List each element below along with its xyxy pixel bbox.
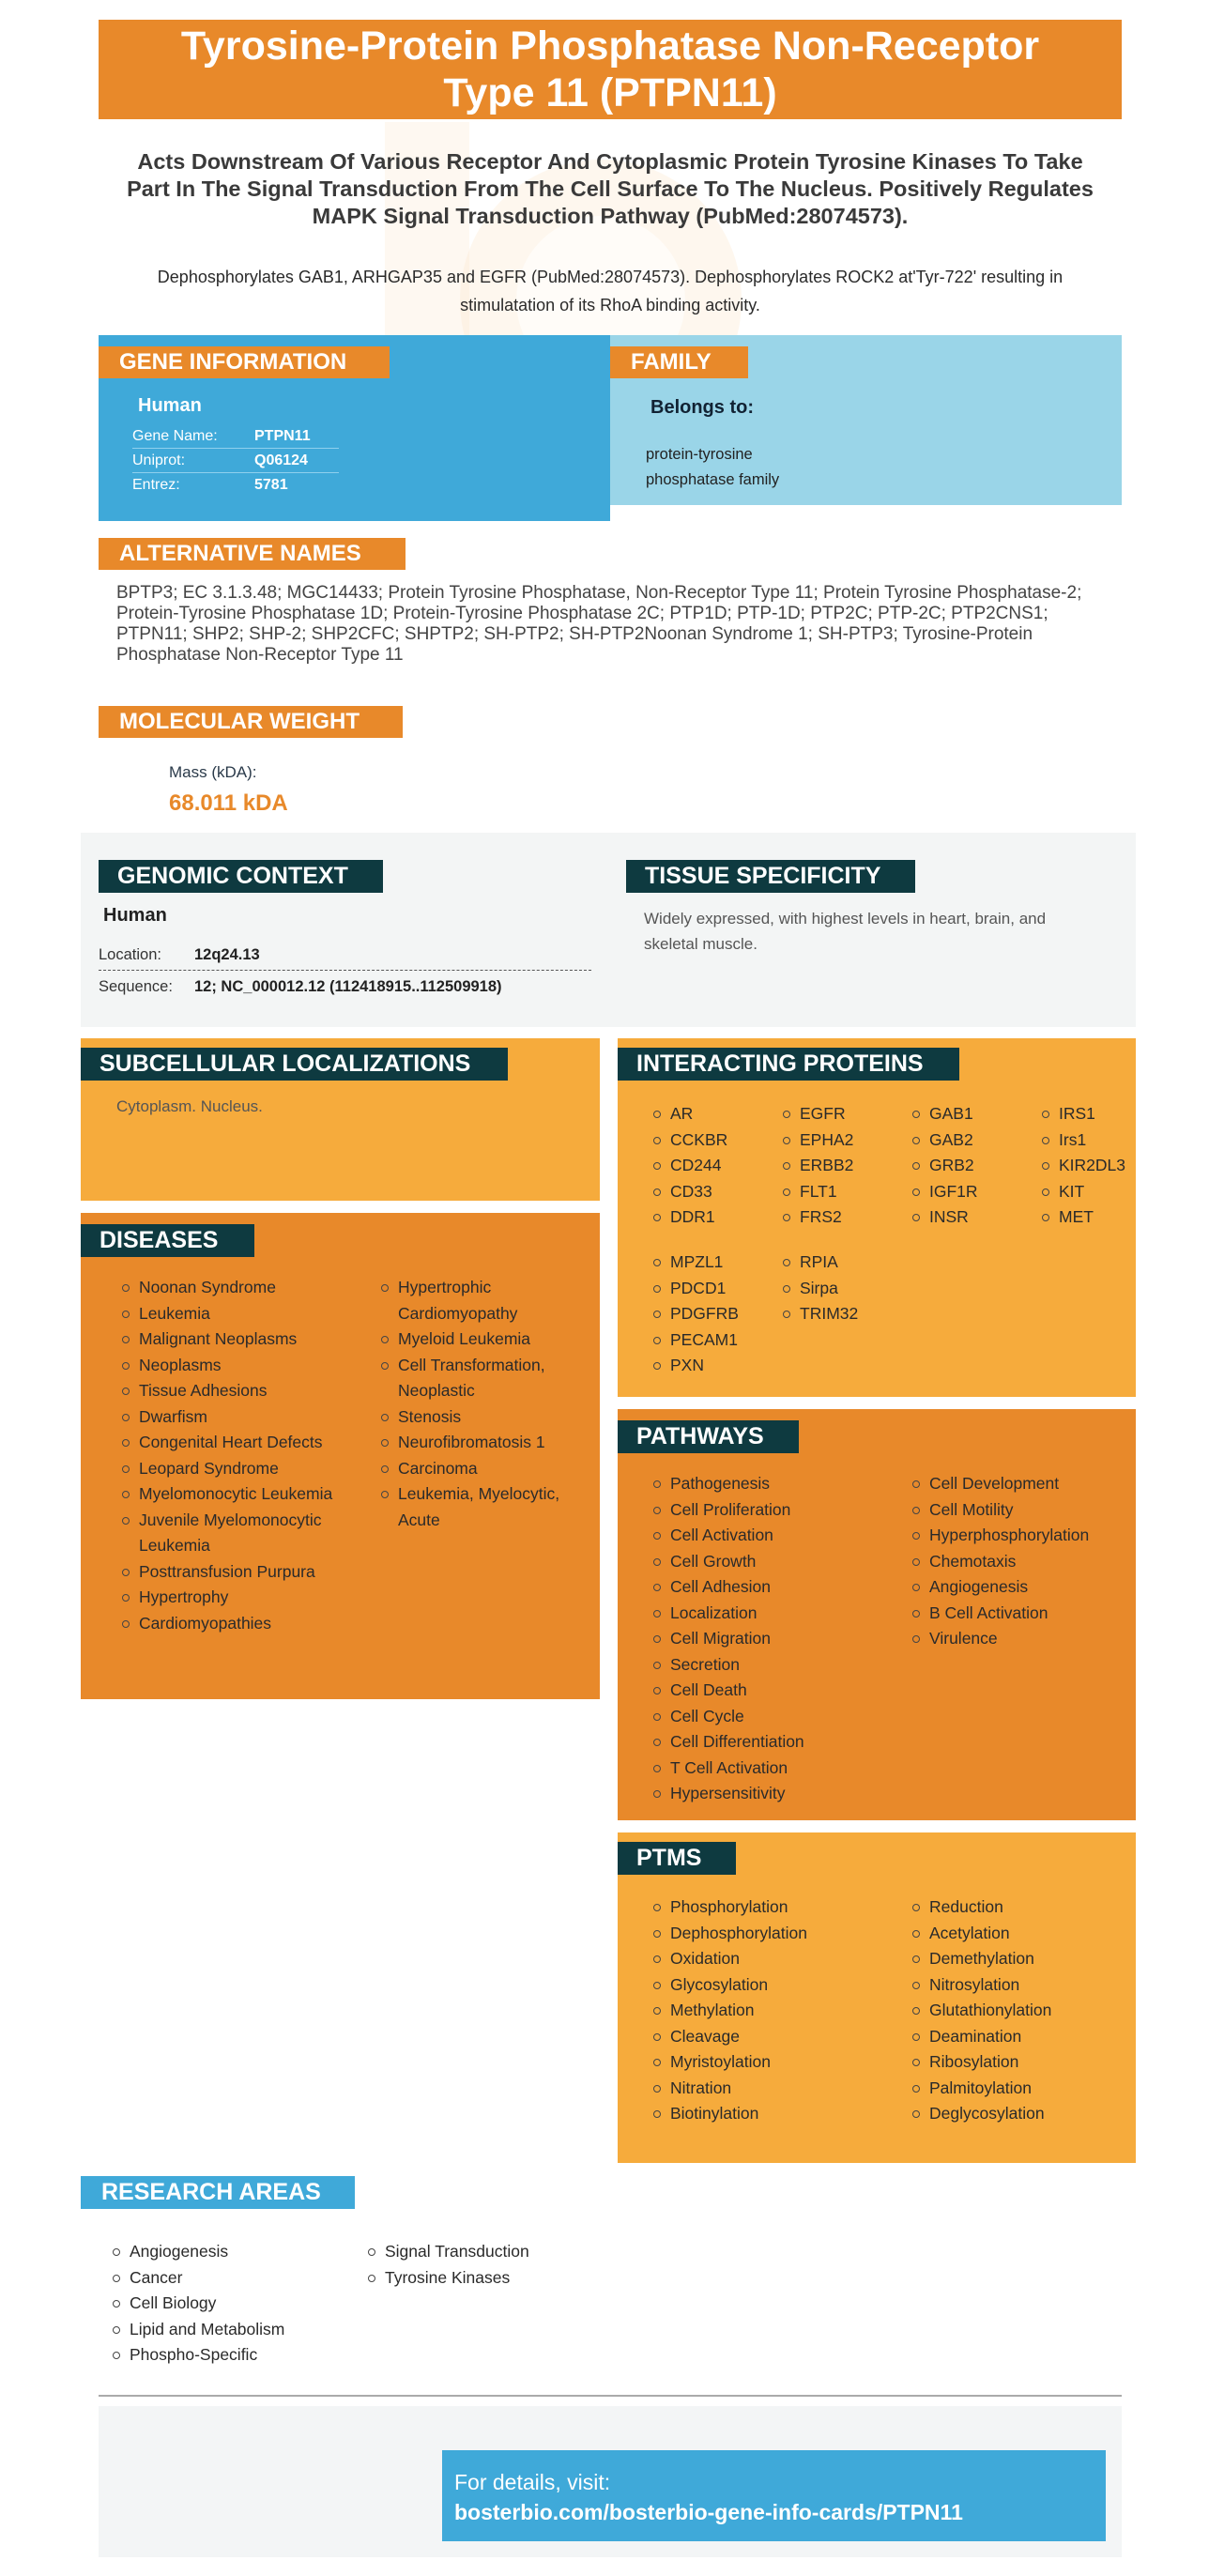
ptm-item: Phosphorylation bbox=[653, 1894, 888, 1921]
protein-item: MET bbox=[1042, 1204, 1125, 1231]
interacting-list-col1 bbox=[653, 1101, 727, 1231]
research-list-col2 bbox=[368, 2239, 603, 2291]
ptms-list-col2 bbox=[912, 1894, 1128, 2127]
disease-item: Juvenile Myelomonocytic Leukemia bbox=[122, 1508, 338, 1559]
uniprot-value: Q06124 bbox=[254, 452, 308, 468]
protein-item: GAB1 bbox=[912, 1101, 978, 1127]
disease-item: Leukemia, Myelocytic, Acute bbox=[381, 1481, 569, 1533]
interacting-list-col3 bbox=[912, 1101, 978, 1231]
interacting-panel bbox=[618, 1038, 1136, 1397]
protein-item: KIR2DL3 bbox=[1042, 1153, 1125, 1179]
protein-item: PDCD1 bbox=[653, 1276, 739, 1302]
location-row bbox=[99, 941, 591, 971]
disease-item: Myelomonocytic Leukemia bbox=[122, 1481, 338, 1508]
protein-item: KIT bbox=[1042, 1179, 1125, 1205]
protein-item: EGFR bbox=[783, 1101, 853, 1127]
protein-item: Irs1 bbox=[1042, 1127, 1125, 1154]
disease-item: Neoplasms bbox=[122, 1353, 338, 1379]
research-heading: RESEARCH AREAS bbox=[81, 2176, 355, 2209]
title-banner bbox=[99, 20, 1122, 119]
family-panel bbox=[610, 335, 1122, 505]
disease-item: Leukemia bbox=[122, 1301, 338, 1327]
protein-item: Sirpa bbox=[783, 1276, 858, 1302]
footer-line1: For details, visit: bbox=[454, 2470, 611, 2494]
research-item: Tyrosine Kinases bbox=[368, 2265, 603, 2292]
research-item: Lipid and Metabolism bbox=[113, 2317, 347, 2343]
diseases-list-col1 bbox=[122, 1275, 338, 1636]
entrez-value: 5781 bbox=[254, 477, 288, 493]
disease-item: Carcinoma bbox=[381, 1456, 569, 1482]
mass-value: 68.011 kDA bbox=[169, 790, 288, 816]
disease-item: Cell Transformation, Neoplastic bbox=[381, 1353, 569, 1404]
ptms-heading: PTMS bbox=[618, 1842, 736, 1875]
ptm-item: Ribosylation bbox=[912, 2049, 1128, 2076]
ptm-item: Nitrosylation bbox=[912, 1972, 1128, 1999]
location-value: 12q24.13 bbox=[194, 946, 260, 963]
protein-item: MPZL1 bbox=[653, 1250, 739, 1276]
research-list-col1 bbox=[113, 2239, 347, 2369]
ptm-item: Biotinylation bbox=[653, 2101, 888, 2127]
pathway-item: Hypersensitivity bbox=[653, 1781, 888, 1807]
disease-item: Hypertrophic Cardiomyopathy bbox=[381, 1275, 569, 1326]
alt-names-heading: ALTERNATIVE NAMES bbox=[99, 538, 406, 570]
diseases-panel bbox=[81, 1213, 600, 1699]
footer-divider bbox=[99, 2395, 1122, 2397]
uniprot-label: Uniprot: bbox=[132, 452, 186, 468]
protein-item: FRS2 bbox=[783, 1204, 853, 1231]
pathway-item: Cell Death bbox=[653, 1678, 888, 1704]
mass-label: Mass (kDA): bbox=[169, 763, 257, 781]
protein-item: CD244 bbox=[653, 1153, 727, 1179]
diseases-heading: DISEASES bbox=[81, 1224, 254, 1257]
disease-item: Malignant Neoplasms bbox=[122, 1326, 338, 1353]
disease-item: Tissue Adhesions bbox=[122, 1378, 338, 1404]
pathway-item: Chemotaxis bbox=[912, 1549, 1128, 1575]
ptm-item: Glutathionylation bbox=[912, 1998, 1128, 2024]
diseases-list-col2 bbox=[381, 1275, 569, 1533]
gene-info-panel bbox=[99, 335, 610, 521]
protein-item: IRS1 bbox=[1042, 1101, 1125, 1127]
ptm-item: Glycosylation bbox=[653, 1972, 888, 1999]
protein-item: FLT1 bbox=[783, 1179, 853, 1205]
protein-item: AR bbox=[653, 1101, 727, 1127]
ptm-item: Deamination bbox=[912, 2024, 1128, 2050]
protein-item: INSR bbox=[912, 1204, 978, 1231]
entrez-row bbox=[132, 473, 339, 497]
family-value-line1: protein-tyrosine bbox=[646, 446, 753, 463]
interacting-list-col4 bbox=[1042, 1101, 1125, 1231]
sequence-row bbox=[99, 973, 591, 1001]
ptm-item: Oxidation bbox=[653, 1946, 888, 1972]
protein-item: PECAM1 bbox=[653, 1327, 739, 1354]
pathway-item: Cell Migration bbox=[653, 1626, 888, 1652]
mol-weight-heading: MOLECULAR WEIGHT bbox=[99, 706, 403, 738]
ptm-item: Cleavage bbox=[653, 2024, 888, 2050]
disease-item: Cardiomyopathies bbox=[122, 1611, 338, 1637]
protein-item: ERBB2 bbox=[783, 1153, 853, 1179]
protein-item: CD33 bbox=[653, 1179, 727, 1205]
location-label: Location: bbox=[99, 946, 161, 963]
disease-item: Congenital Heart Defects bbox=[122, 1430, 338, 1456]
disease-item: Posttransfusion Purpura bbox=[122, 1559, 338, 1586]
protein-item: PDGFRB bbox=[653, 1301, 739, 1327]
sequence-label: Sequence: bbox=[99, 977, 173, 995]
interacting-heading: INTERACTING PROTEINS bbox=[618, 1048, 959, 1081]
pathway-item: Cell Growth bbox=[653, 1549, 888, 1575]
ptm-item: Deglycosylation bbox=[912, 2101, 1128, 2127]
pathways-list-col1 bbox=[653, 1471, 888, 1807]
ptms-panel bbox=[618, 1832, 1136, 2163]
pathway-item: Cell Development bbox=[912, 1471, 1128, 1497]
pathway-item: Pathogenesis bbox=[653, 1471, 888, 1497]
research-item: Phospho-Specific bbox=[113, 2342, 347, 2369]
pathway-item: T Cell Activation bbox=[653, 1756, 888, 1782]
gene-info-heading: GENE INFORMATION bbox=[99, 346, 390, 378]
ptms-list-col1 bbox=[653, 1894, 888, 2127]
pathway-item: Secretion bbox=[653, 1652, 888, 1679]
gene-info-table bbox=[132, 426, 339, 497]
footer-link-box[interactable] bbox=[442, 2450, 1106, 2541]
pathway-item: Localization bbox=[653, 1601, 888, 1627]
gene-species: Human bbox=[138, 395, 202, 416]
sequence-value: 12; NC_000012.12 (112418915..112509918) bbox=[194, 977, 502, 995]
family-value-line2: phosphatase family bbox=[646, 471, 780, 488]
tissue-heading: TISSUE SPECIFICITY bbox=[626, 860, 915, 893]
ptm-item: Palmitoylation bbox=[912, 2076, 1128, 2102]
pathway-item: Cell Differentiation bbox=[653, 1729, 888, 1756]
entrez-label: Entrez: bbox=[132, 477, 180, 493]
research-item: Angiogenesis bbox=[113, 2239, 347, 2265]
disease-item: Myeloid Leukemia bbox=[381, 1326, 569, 1353]
family-heading: FAMILY bbox=[610, 346, 748, 378]
research-item: Signal Transduction bbox=[368, 2239, 603, 2265]
protein-item: IGF1R bbox=[912, 1179, 978, 1205]
ptm-item: Dephosphorylation bbox=[653, 1921, 888, 1947]
tissue-text: Widely expressed, with highest levels in heart, brain, and skeletal muscle. bbox=[644, 910, 1047, 953]
subcellular-panel bbox=[81, 1038, 600, 1201]
pathway-item: Cell Cycle bbox=[653, 1704, 888, 1730]
genomic-heading: GENOMIC CONTEXT bbox=[99, 860, 383, 893]
ptm-item: Myristoylation bbox=[653, 2049, 888, 2076]
pathway-item: Virulence bbox=[912, 1626, 1128, 1652]
pathway-item: Cell Adhesion bbox=[653, 1574, 888, 1601]
gene-name-row bbox=[132, 426, 339, 449]
protein-item: GRB2 bbox=[912, 1153, 978, 1179]
uniprot-row bbox=[132, 449, 339, 473]
interacting-list-col6 bbox=[783, 1250, 858, 1327]
protein-item: GAB2 bbox=[912, 1127, 978, 1154]
family-belongs-label: Belongs to: bbox=[650, 397, 754, 418]
pathways-heading: PATHWAYS bbox=[618, 1420, 799, 1453]
pathway-item: B Cell Activation bbox=[912, 1601, 1128, 1627]
research-item: Cancer bbox=[113, 2265, 347, 2292]
protein-item: EPHA2 bbox=[783, 1127, 853, 1154]
pathway-item: Angiogenesis bbox=[912, 1574, 1128, 1601]
gene-name-label: Gene Name: bbox=[132, 428, 218, 444]
pathway-item: Cell Activation bbox=[653, 1523, 888, 1549]
ptm-item: Demethylation bbox=[912, 1946, 1128, 1972]
gene-name-value: PTPN11 bbox=[254, 428, 311, 444]
genomic-species: Human bbox=[103, 905, 167, 926]
pathway-item: Hyperphosphorylation bbox=[912, 1523, 1128, 1549]
ptm-item: Reduction bbox=[912, 1894, 1128, 1921]
summary-text: Acts Downstream Of Various Receptor And Cytoplasmic Protein Tyrosine Kinases To Take Part In The Signal Transduction From The Cell Surface To The Nucleus. Positively Regulates MAPK Signal Transduction Pathway (PubMed:28074573). bbox=[127, 149, 1094, 228]
disease-item: Stenosis bbox=[381, 1404, 569, 1431]
interacting-list-col5 bbox=[653, 1250, 739, 1379]
disease-item: Neurofibromatosis 1 bbox=[381, 1430, 569, 1456]
disease-item: Dwarfism bbox=[122, 1404, 338, 1431]
protein-item: DDR1 bbox=[653, 1204, 727, 1231]
interacting-list-col2 bbox=[783, 1101, 853, 1231]
pathways-list-col2 bbox=[912, 1471, 1128, 1652]
ptm-item: Acetylation bbox=[912, 1921, 1128, 1947]
disease-item: Noonan Syndrome bbox=[122, 1275, 338, 1301]
protein-item: RPIA bbox=[783, 1250, 858, 1276]
protein-item: PXN bbox=[653, 1353, 739, 1379]
protein-item: TRIM32 bbox=[783, 1301, 858, 1327]
subcellular-text: Cytoplasm. Nucleus. bbox=[116, 1097, 263, 1115]
subcellular-heading: SUBCELLULAR LOCALIZATIONS bbox=[81, 1048, 508, 1081]
pathways-panel bbox=[618, 1409, 1136, 1820]
alt-names-text: BPTP3; EC 3.1.3.48; MGC14433; Protein Tyrosine Phosphatase, Non-Receptor Type 11; Protein Tyrosine Phosphatase-2; Protein-Tyrosine Phosphatase 1D; Protein-Tyrosine Phosphatase 2C; PTP1D; PTP-1D; PTP2C; PTP-2C; PTP2CNS1; PTPN11; SHP2; SHP-2; SHP2CFC; SHPTP2; SH-PTP2; SH-PTP2Noonan Syndrome 1; SH-PTP3; Tyrosine-Protein Phosphatase Non-Receptor Type 11 bbox=[116, 583, 1082, 665]
ptm-item: Nitration bbox=[653, 2076, 888, 2102]
research-item: Cell Biology bbox=[113, 2291, 347, 2317]
page-title: Tyrosine-Protein Phosphatase Non-Receptor Type 11 (PTPN11) bbox=[180, 23, 1040, 115]
disease-item: Hypertrophy bbox=[122, 1585, 338, 1611]
disease-item: Leopard Syndrome bbox=[122, 1456, 338, 1482]
ptm-item: Methylation bbox=[653, 1998, 888, 2024]
pathway-item: Cell Motility bbox=[912, 1497, 1128, 1524]
footer-url[interactable]: bosterbio.com/bosterbio-gene-info-cards/PTPN11 bbox=[454, 2500, 963, 2524]
pathway-item: Cell Proliferation bbox=[653, 1497, 888, 1524]
description-text: Dephosphorylates GAB1, ARHGAP35 and EGFR (PubMed:28074573). Dephosphorylates ROCK2 at'Tyr-722' resulting in stimulatation of its RhoA binding activity. bbox=[157, 268, 1064, 314]
protein-item: CCKBR bbox=[653, 1127, 727, 1154]
